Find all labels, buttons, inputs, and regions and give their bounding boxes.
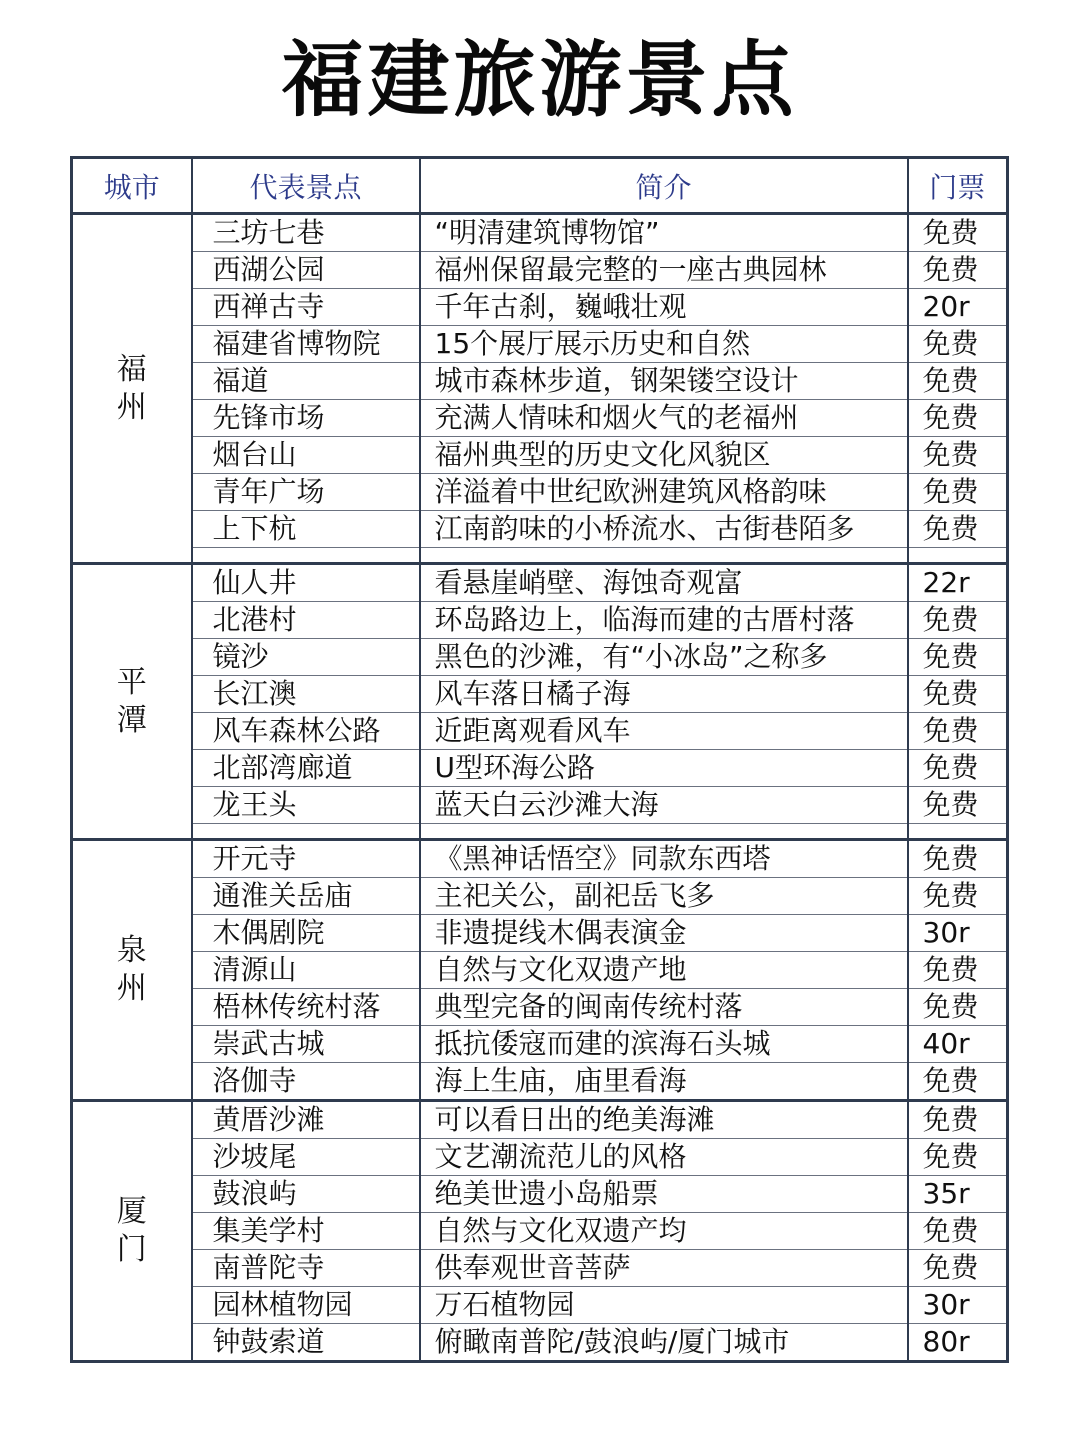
city-cell	[72, 1101, 192, 1362]
city-name: 厦门	[116, 1194, 147, 1267]
table-row	[72, 214, 1008, 252]
spot-intro: 千年古刹，巍峨壮观	[420, 289, 908, 326]
ticket-price: 35r	[908, 1176, 1008, 1213]
spot-intro: 海上生庙，庙里看海	[420, 1063, 908, 1101]
table-body	[72, 214, 1008, 1362]
table-row	[72, 252, 1008, 289]
ticket-price: 免费	[908, 840, 1008, 878]
table-row	[72, 564, 1008, 602]
spot-name: 沙坡尾	[192, 1139, 420, 1176]
header-spot: 代表景点	[192, 158, 420, 214]
spot-name: 黄厝沙滩	[192, 1101, 420, 1139]
spot-intro: 文艺潮流范儿的风格	[420, 1139, 908, 1176]
ticket-price: 免费	[908, 474, 1008, 511]
city-cell	[72, 840, 192, 1101]
spot-intro: 江南韵味的小桥流水、古街巷陌多	[420, 511, 908, 548]
spot-intro: 非遗提线木偶表演金	[420, 915, 908, 952]
spot-intro: 黑色的沙滩，有“小冰岛”之称多	[420, 639, 908, 676]
table-row	[72, 289, 1008, 326]
spot-intro: 15个展厅展示历史和自然	[420, 326, 908, 363]
spot-intro: 自然与文化双遗产均	[420, 1213, 908, 1250]
ticket-price: 免费	[908, 750, 1008, 787]
spot-name: 北部湾廊道	[192, 750, 420, 787]
spot-intro: 万石植物园	[420, 1287, 908, 1324]
ticket-price: 免费	[908, 713, 1008, 750]
spot-name: 上下杭	[192, 511, 420, 548]
table-row	[72, 511, 1008, 548]
spot-name: 南普陀寺	[192, 1250, 420, 1287]
table-row	[72, 878, 1008, 915]
ticket-price: 免费	[908, 1213, 1008, 1250]
spot-name: 三坊七巷	[192, 214, 420, 252]
table-row	[72, 750, 1008, 787]
spot-name: 仙人井	[192, 564, 420, 602]
group-spacer-row	[72, 548, 1008, 564]
spot-name: 崇武古城	[192, 1026, 420, 1063]
spot-name: 西禅古寺	[192, 289, 420, 326]
ticket-price: 免费	[908, 1063, 1008, 1101]
spot-intro: U型环海公路	[420, 750, 908, 787]
ticket-price: 免费	[908, 1250, 1008, 1287]
header-ticket: 门票	[908, 158, 1008, 214]
table-row	[72, 363, 1008, 400]
spacer-cell	[908, 548, 1008, 564]
city-name: 泉州	[116, 933, 147, 1006]
spot-intro: 典型完备的闽南传统村落	[420, 989, 908, 1026]
spacer-cell	[908, 824, 1008, 840]
table-row	[72, 1101, 1008, 1139]
spot-name: 先锋市场	[192, 400, 420, 437]
table-row	[72, 1063, 1008, 1101]
group-spacer-row	[72, 824, 1008, 840]
spot-name: 青年广场	[192, 474, 420, 511]
spacer-cell	[192, 824, 420, 840]
table-row	[72, 326, 1008, 363]
city-name: 福州	[116, 351, 147, 425]
spot-intro: 俯瞰南普陀/鼓浪屿/厦门城市	[420, 1324, 908, 1362]
ticket-price: 80r	[908, 1324, 1008, 1362]
ticket-price: 免费	[908, 602, 1008, 639]
city-cell	[72, 564, 192, 840]
table-row	[72, 474, 1008, 511]
spot-name: 梧林传统村落	[192, 989, 420, 1026]
table-row	[72, 989, 1008, 1026]
spot-intro: 环岛路边上，临海而建的古厝村落	[420, 602, 908, 639]
spot-name: 开元寺	[192, 840, 420, 878]
header-intro: 简介	[420, 158, 908, 214]
ticket-price: 免费	[908, 363, 1008, 400]
spot-name: 木偶剧院	[192, 915, 420, 952]
spot-name: 通淮关岳庙	[192, 878, 420, 915]
table-row	[72, 1287, 1008, 1324]
ticket-price: 40r	[908, 1026, 1008, 1063]
spot-name: 龙王头	[192, 787, 420, 824]
spot-intro: 城市森林步道，钢架镂空设计	[420, 363, 908, 400]
table-header-row	[72, 158, 1008, 214]
ticket-price: 免费	[908, 1139, 1008, 1176]
spot-intro: 蓝天白云沙滩大海	[420, 787, 908, 824]
table-row	[72, 713, 1008, 750]
table-row	[72, 1176, 1008, 1213]
table-row	[72, 1324, 1008, 1362]
spacer-cell	[420, 548, 908, 564]
city-cell	[72, 214, 192, 564]
spot-intro: 福州保留最完整的一座古典园林	[420, 252, 908, 289]
page-title: 福建旅游景点	[281, 33, 798, 128]
table-row	[72, 787, 1008, 824]
header-city: 城市	[72, 158, 192, 214]
spot-name: 园林植物园	[192, 1287, 420, 1324]
table-row	[72, 1213, 1008, 1250]
ticket-price: 免费	[908, 511, 1008, 548]
table-row	[72, 952, 1008, 989]
spot-name: 风车森林公路	[192, 713, 420, 750]
spot-intro: 风车落日橘子海	[420, 676, 908, 713]
table-row	[72, 1250, 1008, 1287]
spot-name: 北港村	[192, 602, 420, 639]
spot-intro: 洋溢着中世纪欧洲建筑风格韵味	[420, 474, 908, 511]
spot-intro: “明清建筑博物馆”	[420, 214, 908, 252]
spot-intro: 主祀关公，副祀岳飞多	[420, 878, 908, 915]
spot-intro: 绝美世遗小岛船票	[420, 1176, 908, 1213]
ticket-price: 免费	[908, 787, 1008, 824]
attractions-table-wrapper	[70, 156, 1009, 1363]
table-row	[72, 400, 1008, 437]
attractions-table	[70, 156, 1009, 1363]
spot-intro: 福州典型的历史文化风貌区	[420, 437, 908, 474]
ticket-price: 免费	[908, 676, 1008, 713]
spot-name: 镜沙	[192, 639, 420, 676]
spot-name: 烟台山	[192, 437, 420, 474]
spot-name: 集美学村	[192, 1213, 420, 1250]
ticket-price: 免费	[908, 989, 1008, 1026]
spacer-cell	[192, 548, 420, 564]
ticket-price: 免费	[908, 252, 1008, 289]
table-row	[72, 639, 1008, 676]
ticket-price: 30r	[908, 1287, 1008, 1324]
table-row	[72, 602, 1008, 639]
spot-name: 福道	[192, 363, 420, 400]
spacer-cell	[420, 824, 908, 840]
spot-intro: 近距离观看风车	[420, 713, 908, 750]
spot-intro: 《黑神话悟空》同款东西塔	[420, 840, 908, 878]
spot-name: 鼓浪屿	[192, 1176, 420, 1213]
ticket-price: 免费	[908, 639, 1008, 676]
spot-intro: 自然与文化双遗产地	[420, 952, 908, 989]
ticket-price: 免费	[908, 214, 1008, 252]
spot-name: 洛伽寺	[192, 1063, 420, 1101]
ticket-price: 22r	[908, 564, 1008, 602]
spot-name: 清源山	[192, 952, 420, 989]
table-row	[72, 676, 1008, 713]
ticket-price: 免费	[908, 437, 1008, 474]
table-row	[72, 437, 1008, 474]
spot-name: 长江澳	[192, 676, 420, 713]
ticket-price: 免费	[908, 326, 1008, 363]
spot-intro: 可以看日出的绝美海滩	[420, 1101, 908, 1139]
ticket-price: 免费	[908, 952, 1008, 989]
table-row	[72, 915, 1008, 952]
spot-name: 钟鼓索道	[192, 1324, 420, 1362]
ticket-price: 30r	[908, 915, 1008, 952]
ticket-price: 免费	[908, 400, 1008, 437]
spot-intro: 供奉观世音菩萨	[420, 1250, 908, 1287]
ticket-price: 20r	[908, 289, 1008, 326]
table-row	[72, 840, 1008, 878]
spot-intro: 看悬崖峭壁、海蚀奇观富	[420, 564, 908, 602]
ticket-price: 免费	[908, 1101, 1008, 1139]
table-row	[72, 1139, 1008, 1176]
spot-name: 西湖公园	[192, 252, 420, 289]
spot-name: 福建省博物院	[192, 326, 420, 363]
ticket-price: 免费	[908, 878, 1008, 915]
spot-intro: 充满人情味和烟火气的老福州	[420, 400, 908, 437]
spot-intro: 抵抗倭寇而建的滨海石头城	[420, 1026, 908, 1063]
city-name: 平潭	[116, 664, 147, 738]
table-row	[72, 1026, 1008, 1063]
